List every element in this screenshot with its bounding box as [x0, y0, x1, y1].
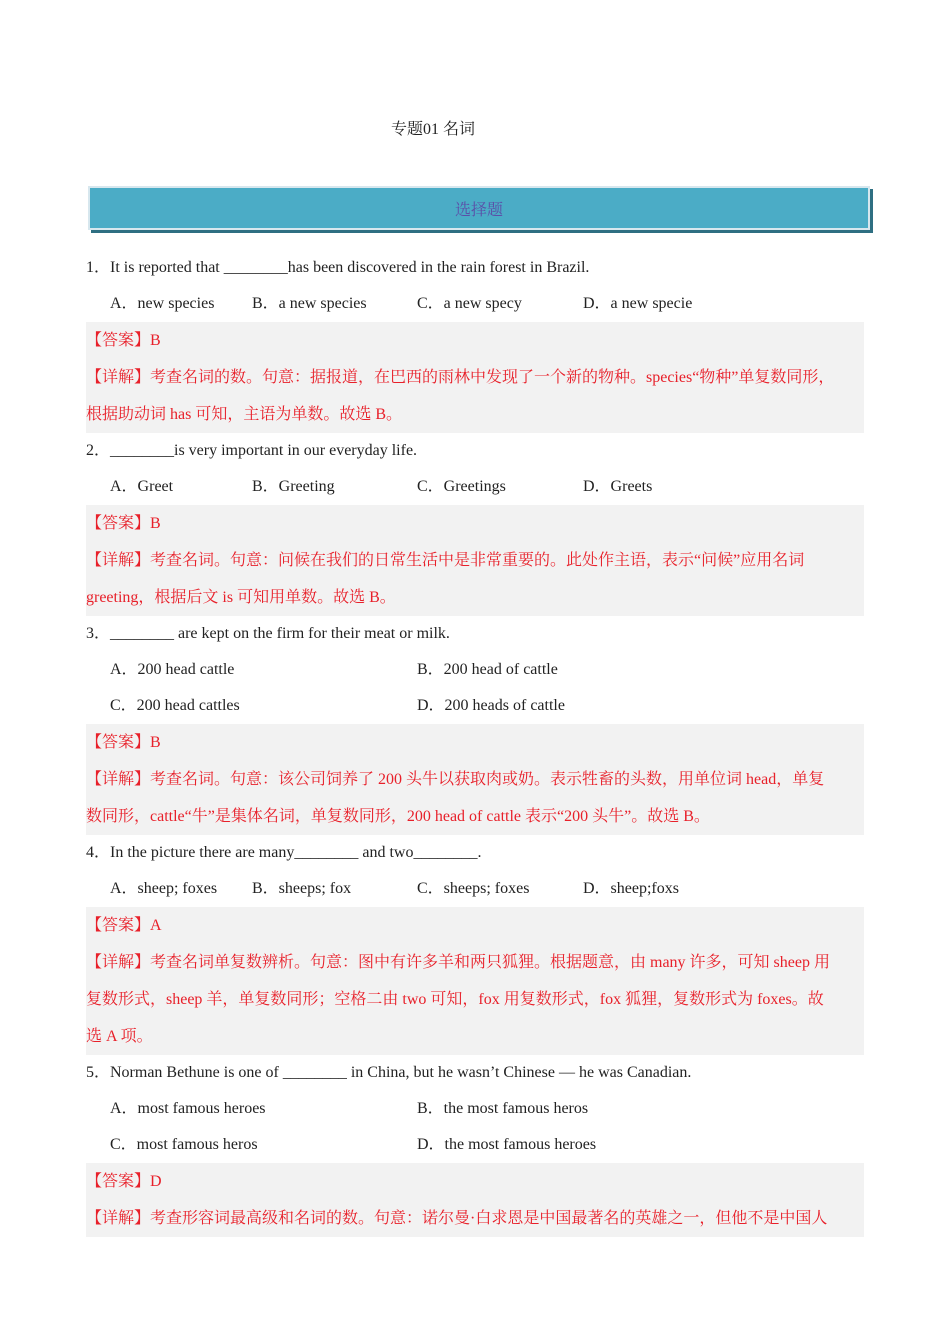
- answer-block: [86, 505, 864, 616]
- answer-block: [86, 1163, 864, 1237]
- detail-line: 复数形式，sheep 羊，单复数同形；空格二由 two 可知，fox 用复数形式，fox 狐狸，复数形式为 foxes。故: [86, 991, 824, 1008]
- option-a: A．sheep; foxes: [110, 880, 218, 897]
- answer-line: 【答案】A: [86, 917, 162, 934]
- detail-line: greeting，根据后文 is 可知用单数。故选 B。: [86, 589, 396, 606]
- option-a: A．new species: [110, 295, 215, 312]
- question-stem: 1．It is reported that ________has been discovered in the rain forest in Brazil.: [86, 259, 590, 276]
- option-b: B．sheeps; fox: [252, 880, 352, 897]
- option-row: [86, 286, 864, 322]
- answer-line: 【答案】B: [86, 734, 161, 751]
- option-c: C．Greetings: [417, 478, 506, 495]
- option-b: B．200 head of cattle: [417, 661, 558, 678]
- detail-line: 数同形，cattle“牛”是集体名词，单复数同形，200 head of cattle 表示“200 头牛”。故选 B。: [86, 808, 710, 825]
- option-c: C．200 head cattles: [110, 697, 240, 714]
- section-banner: [88, 186, 870, 230]
- detail-line: 选 A 项。: [86, 1028, 153, 1045]
- option-c: C．a new specy: [417, 295, 522, 312]
- answer-line: 【答案】D: [86, 1173, 162, 1190]
- option-row: [86, 871, 864, 907]
- detail-line: 【详解】考查形容词最高级和名词的数。句意：诺尔曼·白求恩是中国最著名的英雄之一，但他不是中国人: [86, 1210, 828, 1227]
- question-1: [86, 250, 864, 433]
- option-row: [86, 1127, 864, 1163]
- option-b: B．a new species: [252, 295, 367, 312]
- answer-line: 【答案】B: [86, 515, 161, 532]
- option-d: D．Greets: [583, 478, 653, 495]
- detail-line: 【详解】考查名词的数。句意：据报道，在巴西的雨林中发现了一个新的物种。species“物种”单复数同形，: [86, 369, 835, 386]
- answer-line: 【答案】B: [86, 332, 161, 349]
- question-stem: 5．Norman Bethune is one of ________ in China, but he wasn’t Chinese — he was Canadian.: [86, 1064, 692, 1081]
- option-row: [86, 652, 864, 688]
- detail-line: 根据助动词 has 可知，主语为单数。故选 B。: [86, 406, 403, 423]
- option-b: B．the most famous heros: [417, 1100, 589, 1117]
- option-c: C．most famous heros: [110, 1136, 258, 1153]
- option-row: [86, 1091, 864, 1127]
- question-list: [86, 250, 864, 1237]
- option-d: D．the most famous heroes: [417, 1136, 597, 1153]
- answer-block: [86, 724, 864, 835]
- answer-block: [86, 322, 864, 433]
- page-title: 专题01 名词: [390, 121, 475, 138]
- option-a: A．Greet: [110, 478, 174, 495]
- option-b: B．Greeting: [252, 478, 335, 495]
- question-4: [86, 835, 864, 1055]
- option-row: [86, 688, 864, 724]
- answer-block: [86, 907, 864, 1055]
- option-row: [86, 469, 864, 505]
- option-d: D．a new specie: [583, 295, 693, 312]
- option-c: C．sheeps; foxes: [417, 880, 530, 897]
- option-d: D．sheep;foxs: [583, 880, 679, 897]
- question-stem: 2．________is very important in our everyday life.: [86, 442, 418, 459]
- question-3: [86, 616, 864, 835]
- question-5: [86, 1055, 864, 1237]
- detail-line: 【详解】考查名词单复数辨析。句意：图中有许多羊和两只狐狸。根据题意，由 many 许多，可知 sheep 用: [86, 954, 830, 971]
- detail-line: 【详解】考查名词。句意：问候在我们的日常生活中是非常重要的。此处作主语，表示“问候”应用名词: [86, 552, 805, 569]
- option-a: A．most famous heroes: [110, 1100, 266, 1117]
- question-2: [86, 433, 864, 616]
- question-stem: 3．________ are kept on the firm for their meat or milk.: [86, 625, 450, 642]
- question-stem: 4．In the picture there are many________ and two________.: [86, 844, 482, 861]
- section-title: 选择题: [454, 201, 503, 219]
- option-a: A．200 head cattle: [110, 661, 235, 678]
- option-d: D．200 heads of cattle: [417, 697, 565, 714]
- detail-line: 【详解】考查名词。句意：该公司饲养了 200 头牛以获取肉或奶。表示牲畜的头数，用单位词 head，单复: [86, 771, 825, 788]
